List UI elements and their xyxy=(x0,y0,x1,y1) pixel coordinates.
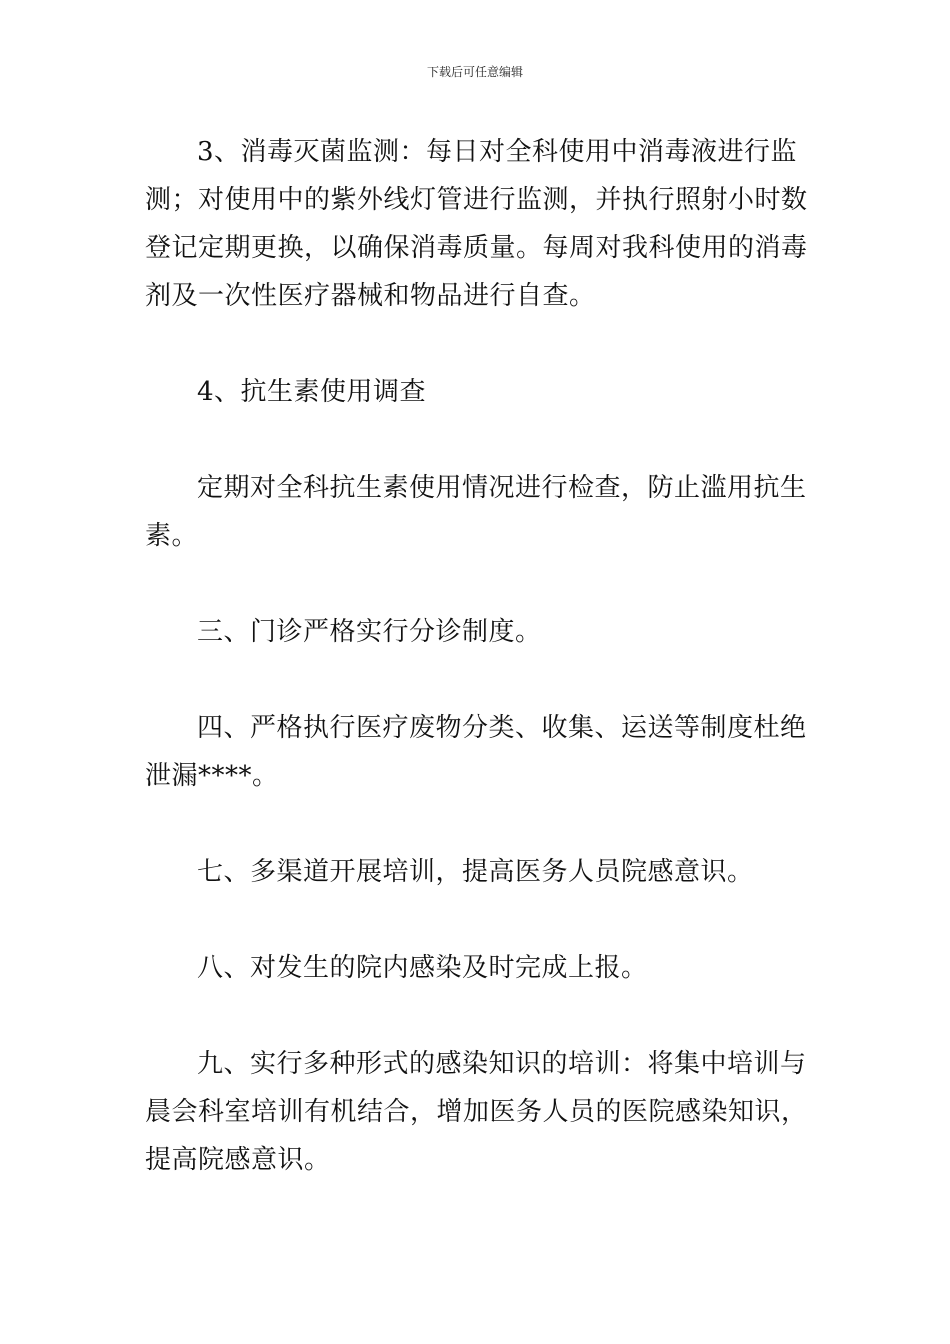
paragraph-antibiotic-survey-heading: 4、抗生素使用调查 xyxy=(197,377,427,407)
paragraph-spacer xyxy=(145,896,810,944)
paragraph-training-channels: 七、多渠道开展培训，提高医务人员院感意识。 xyxy=(197,857,754,887)
paragraph-triage-system: 三、门诊严格实行分诊制度。 xyxy=(197,617,542,647)
paragraph-spacer xyxy=(145,992,810,1040)
paragraph-spacer xyxy=(145,800,810,848)
paragraph-spacer xyxy=(145,656,810,704)
page-header-note: 下载后可任意编辑 xyxy=(426,65,523,79)
paragraph-spacer xyxy=(145,320,810,368)
document-body xyxy=(145,128,810,1184)
paragraph-infection-training: 九、实行多种形式的感染知识的培训：将集中培训与晨会科室培训有机结合，增加医务人员的医院感染知识，提高院感意识。 xyxy=(145,1049,808,1175)
paragraph-infection-reporting: 八、对发生的院内感染及时完成上报。 xyxy=(197,953,648,983)
paragraph-disinfection-monitoring: 3、消毒灭菌监测：每日对全科使用中消毒液进行监测；对使用中的紫外线灯管进行监测，并执行照射小时数登记定期更换，以确保消毒质量。每周对我科使用的消毒剂及一次性医疗器械和物品进行自查。 xyxy=(145,137,808,311)
paragraph-spacer xyxy=(145,560,810,608)
paragraph-spacer xyxy=(145,416,810,464)
paragraph-medical-waste: 四、严格执行医疗废物分类、收集、运送等制度杜绝泄漏****。 xyxy=(145,713,807,791)
paragraph-antibiotic-check: 定期对全科抗生素使用情况进行检查，防止滥用抗生素。 xyxy=(145,473,807,551)
